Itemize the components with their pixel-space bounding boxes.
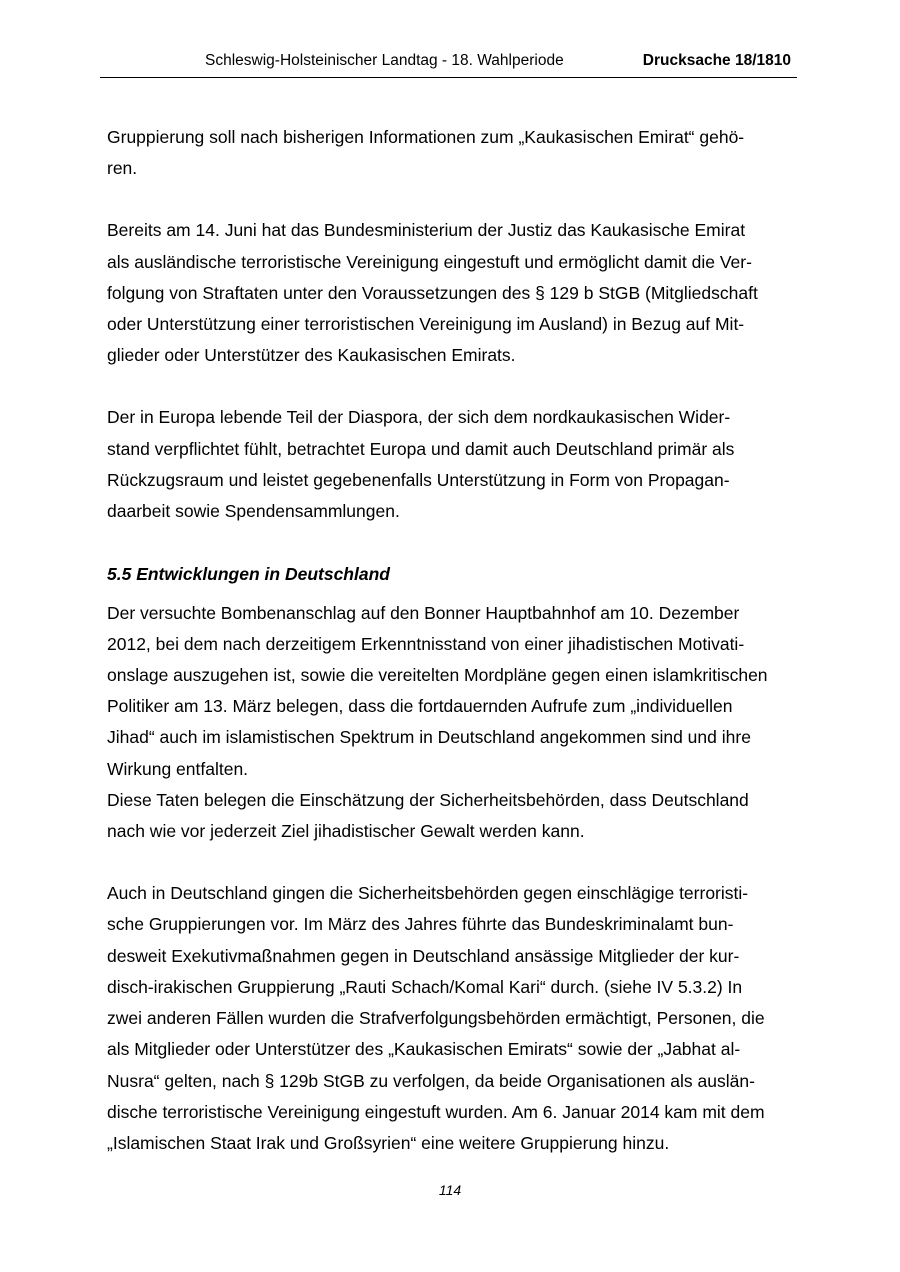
- text-line: stand verpflichtet fühlt, betrachtet Europa und damit auch Deutschland primär als: [107, 439, 735, 459]
- page-number: 114: [438, 1182, 462, 1198]
- text-line: onslage auszugehen ist, sowie die vereitelten Mordpläne gegen einen islamkritischen: [107, 665, 768, 685]
- text-line: Nusra“ gelten, nach § 129b StGB zu verfolgen, da beide Organisationen als auslän-: [107, 1071, 755, 1091]
- text-line: Der versuchte Bombenanschlag auf den Bonner Hauptbahnhof am 10. Dezember: [107, 603, 740, 623]
- section-heading: 5.5 Entwicklungen in Deutschland: [107, 564, 390, 584]
- text-line: sche Gruppierungen vor. Im März des Jahres führte das Bundeskriminalamt bun-: [107, 914, 734, 934]
- text-line: „Islamischen Staat Irak und Großsyrien“ eine weitere Gruppierung hinzu.: [107, 1133, 670, 1153]
- text-line: als ausländische terroristische Vereinigung eingestuft und ermöglicht damit die Ver-: [107, 252, 752, 272]
- text-line: Gruppierung soll nach bisherigen Informationen zum „Kaukasischen Emirat“ gehö-: [107, 127, 745, 147]
- text-line: glieder oder Unterstützer des Kaukasischen Emirats.: [107, 345, 516, 365]
- text-line: 2012, bei dem nach derzeitigem Erkenntnisstand von einer jihadistischen Motivati-: [107, 634, 745, 654]
- text-line: Wirkung entfalten.: [107, 759, 249, 779]
- header-title: Schleswig-Holsteinischer Landtag - 18. Wahlperiode: [205, 52, 564, 69]
- text-line: ren.: [107, 158, 138, 178]
- text-line: Der in Europa lebende Teil der Diaspora, der sich dem nordkaukasischen Wider-: [107, 407, 731, 427]
- header-divider: [100, 77, 797, 78]
- text-line: nach wie vor jederzeit Ziel jihadistischer Gewalt werden kann.: [107, 821, 585, 841]
- page-header: [100, 52, 797, 72]
- text-line: Politiker am 13. März belegen, dass die fortdauernden Aufrufe zum „individuellen: [107, 696, 733, 716]
- text-line: folgung von Straftaten unter den Voraussetzungen des § 129 b StGB (Mitgliedschaft: [107, 283, 758, 303]
- text-line: Auch in Deutschland gingen die Sicherheitsbehörden gegen einschlägige terroristi-: [107, 883, 749, 903]
- text-line: Rückzugsraum und leistet gegebenenfalls Unterstützung in Form von Propagan-: [107, 470, 730, 490]
- document-reference: Drucksache 18/1810: [642, 52, 791, 69]
- text-line: oder Unterstützung einer terroristischen Vereinigung im Ausland) in Bezug auf Mit-: [107, 314, 745, 334]
- text-line: dische terroristische Vereinigung eingestuft wurden. Am 6. Januar 2014 kam mit dem: [107, 1102, 765, 1122]
- text-line: als Mitglieder oder Unterstützer des „Kaukasischen Emirats“ sowie der „Jabhat al-: [107, 1039, 741, 1059]
- text-line: desweit Exekutivmaßnahmen gegen in Deutschland ansässige Mitglieder der kur-: [107, 946, 740, 966]
- text-line: zwei anderen Fällen wurden die Strafverfolgungsbehörden ermächtigt, Personen, die: [107, 1008, 765, 1028]
- text-line: disch-irakischen Gruppierung „Rauti Schach/Komal Kari“ durch. (siehe IV 5.3.2) In: [107, 977, 743, 997]
- text-line: Bereits am 14. Juni hat das Bundesministerium der Justiz das Kaukasische Emirat: [107, 220, 746, 240]
- text-line: Diese Taten belegen die Einschätzung der Sicherheitsbehörden, dass Deutschland: [107, 790, 749, 810]
- text-line: daarbeit sowie Spendensammlungen.: [107, 501, 400, 521]
- text-line: Jihad“ auch im islamistischen Spektrum in Deutschland angekommen sind und ihre: [107, 727, 751, 747]
